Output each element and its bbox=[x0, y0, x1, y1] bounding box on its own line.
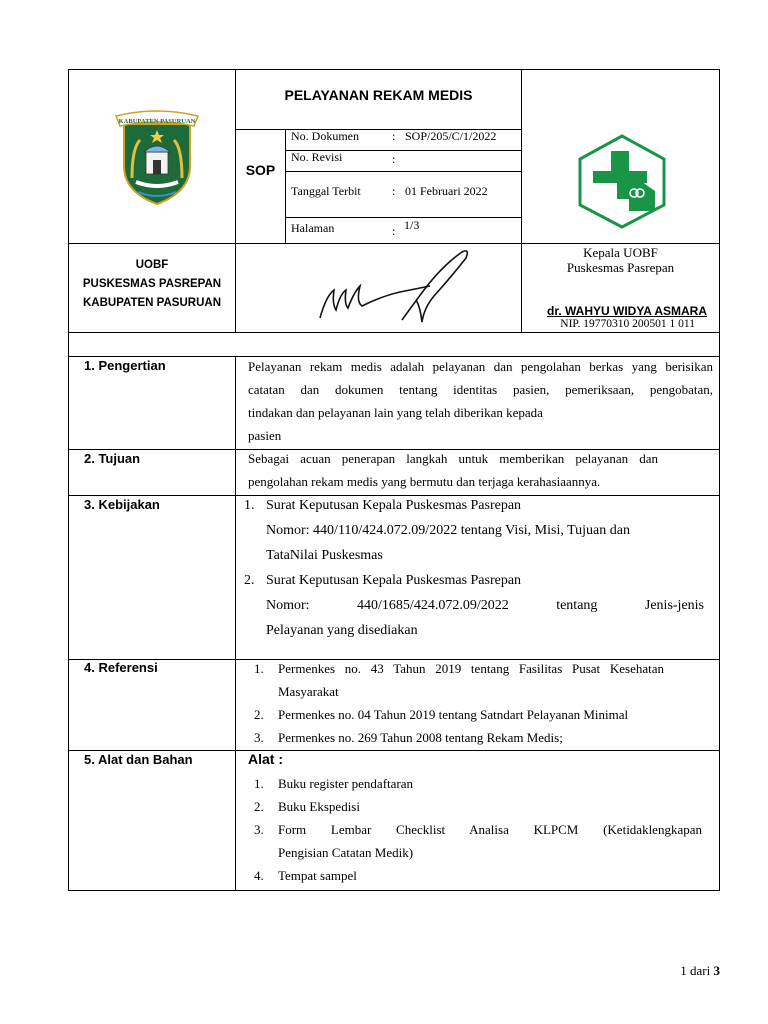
meta-row-no-revisi bbox=[291, 150, 516, 170]
list-item bbox=[254, 864, 702, 887]
sop-label: SOP bbox=[245, 162, 276, 178]
meta-row-halaman bbox=[291, 218, 516, 241]
section-vline bbox=[235, 356, 236, 891]
kabupaten-pasuruan-crest bbox=[114, 108, 200, 206]
list-item bbox=[254, 726, 664, 749]
list-number: 1. bbox=[254, 776, 264, 791]
alat-list bbox=[254, 772, 702, 887]
meta-value: 01 Februari 2022 bbox=[405, 184, 488, 198]
puskesmas-logo bbox=[577, 133, 667, 229]
section-body-tujuan bbox=[248, 447, 658, 493]
meta-value: SOP/205/C/1/2022 bbox=[405, 129, 497, 143]
header-vline-1 bbox=[235, 69, 236, 333]
list-item-text: Permenkes no. 04 Tahun 2019 tentang Satndart Pelayanan Minimal bbox=[278, 707, 629, 722]
head-title-1: Kepala UOBF bbox=[583, 245, 658, 260]
signature-bottom-line bbox=[68, 332, 720, 333]
text-line: pasien bbox=[248, 428, 282, 443]
document-title: PELAYANAN REKAM MEDIS bbox=[284, 87, 473, 103]
svg-text:KABUPATEN PASURUAN: KABUPATEN PASURUAN bbox=[118, 118, 196, 125]
meta-value: 1/3 bbox=[404, 218, 420, 232]
list-number: 1. bbox=[244, 498, 255, 513]
list-item bbox=[254, 657, 664, 703]
org-block bbox=[69, 256, 235, 313]
meta-sep: : bbox=[392, 129, 396, 143]
meta-label: Tanggal Terbit bbox=[291, 184, 361, 198]
list-item-text: Permenkes no. 269 Tahun 2008 tentang Rekam Medis; bbox=[278, 730, 563, 745]
list-number: 4. bbox=[254, 868, 264, 883]
list-item-title: Surat Keputusan Kepala Puskesmas Pasrepan bbox=[266, 498, 522, 513]
list-item-text: Permenkes no. 43 Tahun 2019 tentang Fasilitas Pusat Kesehatan bbox=[278, 661, 664, 676]
sop-vline bbox=[285, 129, 286, 244]
list-item-text: Buku register pendaftaran bbox=[278, 776, 414, 791]
org-puskesmas: PUSKESMAS PASREPAN bbox=[82, 278, 222, 290]
head-nip: NIP. 19770310 200501 1 011 bbox=[560, 318, 695, 330]
section-label-referensi: 4. Referensi bbox=[84, 660, 158, 675]
meta-label: Halaman bbox=[291, 221, 335, 235]
meta-sep: : bbox=[392, 184, 396, 198]
list-item-title: Surat Keputusan Kepala Puskesmas Pasrepan bbox=[266, 573, 522, 588]
kebijakan-item-2 bbox=[244, 568, 704, 643]
list-number: 3. bbox=[254, 822, 264, 837]
list-item-line: TataNilai Puskesmas bbox=[266, 548, 383, 563]
list-item-text: Tempat sampel bbox=[278, 868, 357, 883]
list-number: 2. bbox=[244, 573, 255, 588]
list-number: 2. bbox=[254, 707, 264, 722]
header-bottom-line bbox=[68, 243, 720, 244]
kebijakan-item-1 bbox=[244, 493, 704, 568]
section-body-pengertian bbox=[248, 355, 713, 447]
list-item-line: Pelayanan yang disediakan bbox=[266, 623, 418, 638]
document-border-top bbox=[68, 69, 720, 70]
signature bbox=[312, 246, 492, 328]
document-border-left bbox=[68, 69, 69, 891]
meta-label: No. Revisi bbox=[291, 150, 343, 164]
list-item-cont: Masyarakat bbox=[278, 684, 339, 699]
text-line: Pelayanan rekam medis adalah pelayanan dan pengolahan berkas yang berisikan bbox=[248, 359, 713, 374]
referensi-list bbox=[254, 657, 664, 749]
list-item bbox=[254, 795, 702, 818]
list-item-text: Buku Ekspedisi bbox=[278, 799, 360, 814]
page-total: 3 bbox=[713, 963, 720, 978]
org-unit: UOBF bbox=[135, 259, 169, 271]
list-item bbox=[254, 818, 702, 864]
section-label-pengertian: 1. Pengertian bbox=[84, 358, 166, 373]
list-item-line: Nomor: 440/110/424.072.09/2022 tentang Visi, Misi, Tujuan dan bbox=[266, 523, 630, 538]
document-border-right bbox=[719, 69, 720, 891]
meta-sep: : bbox=[392, 224, 396, 238]
list-item-line: Nomor: 440/1685/424.072.09/2022 tentang Jenis-jenis bbox=[266, 598, 704, 613]
section-label-tujuan: 2. Tujuan bbox=[84, 451, 141, 466]
meta-row-no-dokumen bbox=[291, 129, 516, 149]
head-title-2: Puskesmas Pasrepan bbox=[566, 260, 675, 275]
text-line: Sebagai acuan penerapan langkah untuk memberikan pelayanan dan bbox=[248, 451, 658, 466]
list-item-text: Form Lembar Checklist Analisa KLPCM (Ketidaklengkapan bbox=[278, 822, 702, 837]
document-border-bottom bbox=[68, 890, 720, 891]
meta-label: No. Dokumen bbox=[291, 129, 359, 143]
section-label-kebijakan: 3. Kebijakan bbox=[84, 497, 160, 512]
list-item bbox=[254, 703, 664, 726]
list-number: 1. bbox=[254, 661, 264, 676]
meta-row-tanggal-terbit bbox=[291, 184, 516, 204]
section-label-alat: 5. Alat dan Bahan bbox=[84, 752, 193, 767]
meta-line-2 bbox=[285, 171, 522, 172]
list-item-cont: Pengisian Catatan Medik) bbox=[278, 845, 414, 860]
org-kabupaten: KABUPATEN PASURUAN bbox=[83, 297, 221, 309]
page-prefix: 1 dari bbox=[680, 963, 714, 978]
text-line: pengolahan rekam medis yang bermutu dan terjaga kerahasiaannya. bbox=[248, 474, 601, 489]
text-line: catatan dan dokumen tentang identitas pasien, pemeriksaan, pengobatan, bbox=[248, 382, 713, 397]
page-number bbox=[640, 963, 720, 979]
text-line: tindakan dan pelayanan lain yang telah diberikan kepada bbox=[248, 405, 543, 420]
meta-sep: : bbox=[392, 152, 396, 166]
list-number: 3. bbox=[254, 730, 264, 745]
section-line-4 bbox=[68, 750, 720, 751]
list-item bbox=[254, 772, 702, 795]
head-name: dr. WAHYU WIDYA ASMARA bbox=[546, 304, 707, 318]
header-vline-2 bbox=[521, 69, 522, 333]
list-number: 2. bbox=[254, 799, 264, 814]
alat-subhead: Alat : bbox=[248, 751, 283, 767]
